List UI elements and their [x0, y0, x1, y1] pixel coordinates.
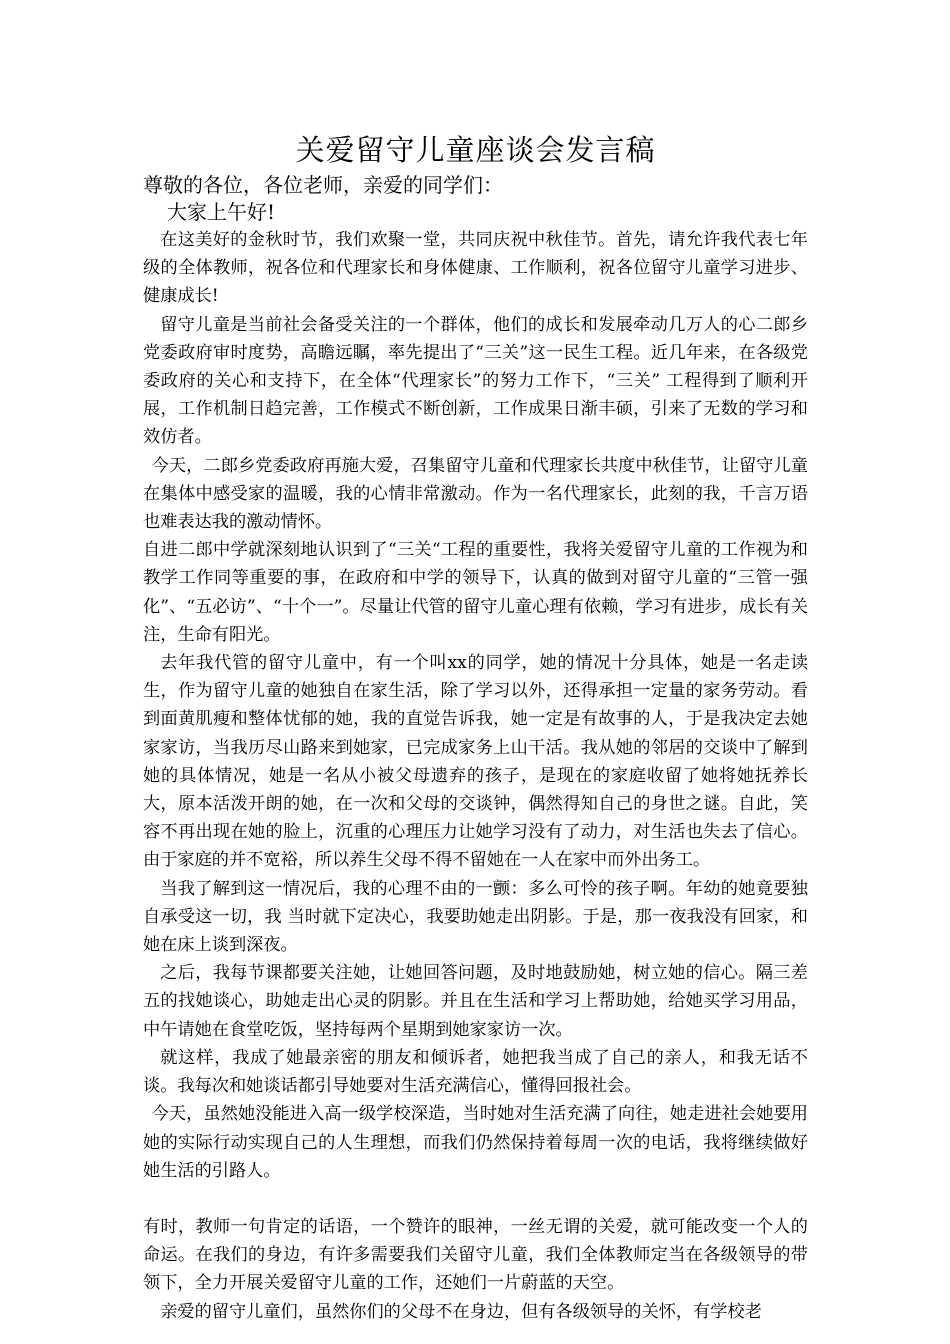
paragraph-spacer — [143, 1185, 808, 1213]
paragraph-10: 有时，教师一句肯定的话语，一个赞许的眼神，一丝无谓的关爱，就可能改变一个人的命运。在我们的身边，有许多需要我们关留守儿童，我们全体教师定当在各级领导的带领下，全力开展关爱留守儿童的工作，还她们一片蔚蓝的天空。 — [143, 1216, 808, 1294]
paragraph-2: 留守儿童是当前社会备受关注的一个群体，他们的成长和发展牵动几万人的心二郎乡党委政府审时度势，高瞻远瞩，率先提出了“三关”这一民生工程。近几年来，在各级党委政府的关心和支持下，在全体“代理家长”的努力工作下，“三关” 工程得到了顺利开展，工作机制日趋完善，工作模式不断创新，工作成果日渐丰硕，引来了无数的学习和效仿者。 — [143, 314, 808, 448]
paragraph-9: 今天，虽然她没能进入高一级学校深造，当时她对生活充满了向往，她走进社会她要用她的实际行动实现自己的人生理想，而我们仍然保持着每周一次的电话，我将继续做好她生活的引路人。 — [143, 1104, 808, 1181]
paragraph-6: 当我了解到这一情况后，我的心理不由的一颤：多么可怜的孩子啊。年幼的她竟要独自承受这一切，我 当时就下定决心，我要助她走出阴影。于是，那一夜我没有回家，和她在床上谈到深夜。 — [143, 878, 808, 956]
document-page — [143, 128, 808, 1326]
paragraph-7: 之后，我每节课都要关注她，让她回答问题，及时地鼓励她，树立她的信心。隔三差五的找她谈心，助她走出心灵的阴影。并且在生活和学习上帮助她，给她买学习用品，中午请她在食堂吃饭，坚持每两个星期到她家家访一次。 — [143, 963, 808, 1040]
paragraph-5: 去年我代管的留守儿童中，有一个叫xx的同学，她的情况十分具体，她是一名走读生，作为留守儿童的她独自在家生活，除了学习以外，还得承担一定量的家务劳动。看到面黄肌瘦和整体忧郁的她，我的直觉告诉我，她一定是有故事的人，于是我决定去她家家访，当我历尽山路来到她家，已完成家务上山干活。我从她的邻居的交谈中了解到她的具体情况，她是一名从小被父母遗弃的孩子，是现在的家庭收留了她将她抚养长大，原本活泼开朗的她，在一次和父母的交谈钟，偶然得知自己的身世之谜。自此，笑容不再出现在她的脸上，沉重的心理压力让她学习没有了动力，对生活也失去了信心。由于家庭的并不宽裕，所以养生父母不得不留她在一人在家中而外出务工。 — [143, 653, 808, 871]
salutation: 尊敬的各位，各位老师，亲爱的同学们： — [143, 173, 503, 197]
document-title: 关爱留守儿童座谈会发言稿 — [295, 133, 656, 167]
paragraph-4: 自进二郎中学就深刻地认识到了“三关“工程的重要性，我将关爱留守儿童的工作视为和教学工作同等重要的事，在政府和中学的领导下，认真的做到对留守儿童的“三管一强化”、“五必访”、“十个一”。尽量让代管的留守儿童心理有依赖，学习有进步，成长有关注，生命有阳光。 — [143, 540, 808, 645]
paragraph-3: 今天，二郎乡党委政府再施大爱，召集留守儿童和代理家长共度中秋佳节，让留守儿童在集体中感受家的温暖，我的心情非常激动。作为一名代理家长，此刻的我，千言万语也难表达我的激动情怀。 — [143, 455, 808, 533]
paragraph-8: 就这样，我成了她最亲密的朋友和倾诉者，她把我当成了自己的亲人，和我无话不谈。我每次和她谈话都引导她要对生活充满信心，懂得回报社会。 — [143, 1047, 808, 1097]
paragraph-1: 在这美好的金秋时节，我们欢聚一堂，共同庆祝中秋佳节。首先，请允许我代表七年级的全体教师，祝各位和代理家长和身体健康、工作顺利，祝各位留守儿童学习进步、健康成长! — [143, 230, 808, 307]
greeting: 大家上午好! — [167, 200, 276, 224]
paragraph-11: 亲爱的留守儿童们，虽然你们的父母不在身边，但有各级领导的关怀，有学校老 — [160, 1301, 762, 1322]
